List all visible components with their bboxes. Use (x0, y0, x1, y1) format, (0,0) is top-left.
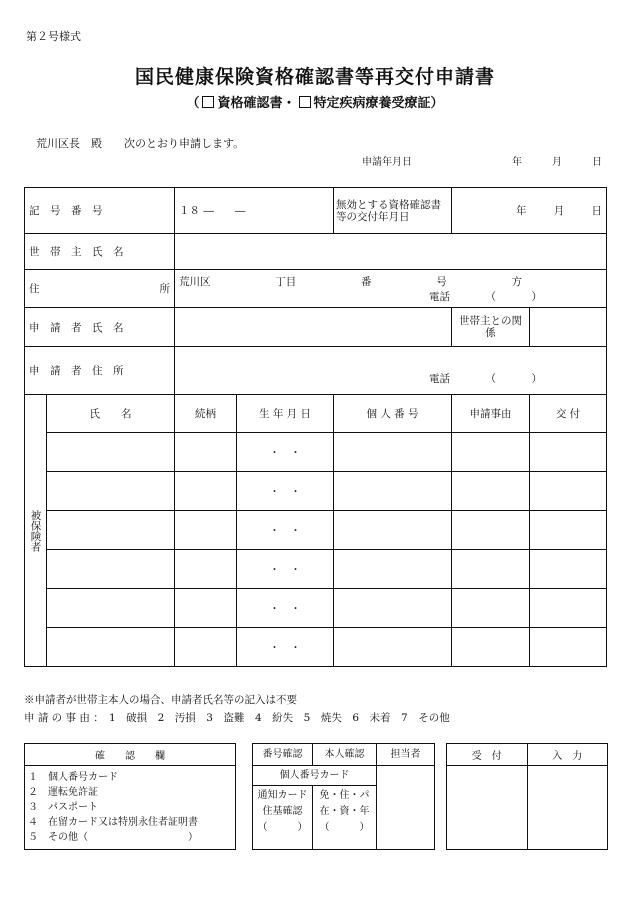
addressee: 荒川区長 殿 次のとおり申請します。 (36, 137, 245, 150)
reason-cell[interactable] (452, 511, 530, 550)
applicant-address-label: 申 請 者 住 所 (25, 347, 175, 395)
form-number: 第２号様式 (26, 30, 81, 43)
number-cell[interactable] (334, 550, 452, 589)
subtitle-option-2: 特定疾病療養受療証 (313, 96, 431, 111)
invalidate-month: 月 (553, 205, 565, 217)
notice-card-cell[interactable] (253, 786, 313, 850)
invalidate-date-label: 無効とする資格確認書等の交付年月日 (334, 188, 452, 234)
application-day[interactable]: 日 (592, 157, 602, 168)
dob-cell[interactable]: ・ ・ (237, 511, 334, 550)
issue-cell[interactable] (530, 472, 607, 511)
id-type-cell[interactable] (313, 786, 377, 850)
dob-cell[interactable]: ・ ・ (237, 433, 334, 472)
applicant-phone-paren-close: ） (531, 373, 542, 385)
office-box (252, 743, 435, 850)
relation-cell[interactable] (175, 511, 237, 550)
table-row (25, 550, 607, 589)
reason-cell[interactable] (452, 628, 530, 667)
subtitle-open: （ (186, 96, 200, 111)
col-relation: 続柄 (175, 395, 237, 433)
invalidate-day: 日 (591, 205, 602, 217)
applicant-phone-paren-open: （ (485, 373, 496, 385)
checkbox-disease-certificate[interactable] (299, 96, 311, 108)
number-cell[interactable] (334, 433, 452, 472)
table-row (25, 628, 607, 667)
col-dob: 生 年 月 日 (237, 395, 334, 433)
col-reason: 申請事由 (452, 395, 530, 433)
subtitle-close: ） (430, 96, 444, 111)
reason-cell[interactable] (452, 550, 530, 589)
subtitle (0, 92, 630, 111)
application-date-line (362, 153, 602, 168)
relation-cell[interactable] (175, 628, 237, 667)
relation-cell[interactable] (175, 433, 237, 472)
received-label: 受 付 (447, 744, 528, 766)
householder-name-field[interactable] (175, 234, 607, 270)
table-row (25, 472, 607, 511)
applicant-phone-label: 電話 (429, 373, 450, 385)
dob-cell[interactable]: ・ ・ (237, 550, 334, 589)
name-cell[interactable] (47, 433, 175, 472)
confirm-item[interactable]: ２ 運転免許証 (28, 787, 98, 798)
dob-cell[interactable]: ・ ・ (237, 589, 334, 628)
symbol-number-label: 記 号 番 号 (25, 188, 175, 234)
relation-cell[interactable] (175, 589, 237, 628)
address-label: 住 所 (25, 270, 175, 308)
reason-cell[interactable] (452, 433, 530, 472)
name-cell[interactable] (47, 589, 175, 628)
name-cell[interactable] (47, 628, 175, 667)
confirm-item[interactable]: ４ 在留カード又は特別永住者証明書 (28, 817, 198, 828)
input-field[interactable] (527, 766, 608, 850)
applicant-address-field[interactable] (175, 347, 607, 395)
note-applicant: ※申請者が世帯主本人の場合、申請者氏名等の記入は不要 (24, 694, 297, 706)
issue-cell[interactable] (530, 433, 607, 472)
reason-cell[interactable] (452, 472, 530, 511)
relation-field[interactable] (530, 308, 607, 347)
confirm-box (24, 743, 236, 850)
dob-cell[interactable]: ・ ・ (237, 628, 334, 667)
notice-card-label: 通知カード (257, 790, 308, 801)
received-field[interactable] (447, 766, 528, 850)
applicant-name-label: 申 請 者 氏 名 (25, 308, 175, 347)
relation-cell[interactable] (175, 550, 237, 589)
id-types-1: 免・住・パ (319, 790, 370, 801)
receipt-box (446, 743, 608, 850)
application-month[interactable]: 月 (552, 157, 562, 168)
input-label: 入 力 (527, 744, 608, 766)
applicant-name-field[interactable] (175, 308, 452, 347)
relation-label: 世帯主との関係 (452, 308, 530, 347)
address-ban: 番 (361, 275, 372, 288)
householder-name-label: 世 帯 主 氏 名 (25, 234, 175, 270)
issue-cell[interactable] (530, 628, 607, 667)
phone-paren-close: ） (531, 290, 542, 303)
number-check-label: 番号確認 (253, 744, 313, 766)
confirm-item[interactable]: １ 個人番号カード (28, 772, 118, 783)
table-row (25, 433, 607, 472)
number-cell[interactable] (334, 472, 452, 511)
invalidate-year: 年 (516, 205, 527, 217)
reason-cell[interactable] (452, 589, 530, 628)
table-row (25, 511, 607, 550)
dob-cell[interactable]: ・ ・ (237, 472, 334, 511)
name-cell[interactable] (47, 550, 175, 589)
col-issue: 交 付 (530, 395, 607, 433)
name-cell[interactable] (47, 511, 175, 550)
address-chome: 丁目 (275, 275, 297, 288)
address-field[interactable] (175, 270, 607, 308)
number-cell[interactable] (334, 511, 452, 550)
table-row (25, 589, 607, 628)
id-type-paren: （ ） (319, 822, 370, 833)
address-kata: 方 (511, 275, 522, 288)
note-reasons: 申 請 の 事 由 ： 1 破損 2 汚損 3 盗難 4 紛失 5 焼失 6 未着 7 その他 (24, 712, 450, 724)
identity-check-label: 本人確認 (313, 744, 377, 766)
symbol-number-field[interactable]: １８ ― ― (175, 188, 334, 234)
col-personal-number: 個 人 番 号 (334, 395, 452, 433)
staff-field[interactable] (377, 766, 435, 850)
phone-paren-open: （ (485, 290, 496, 303)
confirm-item[interactable]: ５ その他（ ） (28, 832, 198, 843)
issue-cell[interactable] (530, 589, 607, 628)
checkbox-certificate[interactable] (202, 96, 214, 108)
resident-check-label: 住基確認 (262, 806, 303, 817)
invalidate-date-field[interactable] (452, 188, 607, 234)
name-cell[interactable] (47, 472, 175, 511)
address-ward: 荒川区 (179, 275, 211, 288)
confirm-item[interactable]: ３ パスポート (28, 802, 98, 813)
notice-card-paren: （ ） (257, 822, 308, 833)
application-table (24, 187, 607, 667)
address-go: 号 (436, 275, 447, 288)
relation-cell[interactable] (175, 472, 237, 511)
subtitle-option-1: 資格確認書・ (217, 96, 296, 111)
application-year[interactable]: 年 (512, 157, 522, 168)
confirm-items (25, 766, 236, 850)
id-types-2: 在・資・年 (319, 806, 370, 817)
confirm-header: 確 認 欄 (25, 744, 236, 766)
application-date-label: 申請年月日 (362, 157, 412, 168)
issue-cell[interactable] (530, 550, 607, 589)
phone-label: 電話 (429, 290, 450, 303)
col-name: 氏 名 (47, 395, 175, 433)
page-title: 国民健康保険資格確認書等再交付申請書 (134, 66, 495, 88)
staff-label: 担当者 (377, 744, 435, 766)
mynumber-card-label: 個人番号カード (253, 766, 377, 786)
number-cell[interactable] (334, 589, 452, 628)
insured-label: 被保険者 (25, 395, 47, 667)
issue-cell[interactable] (530, 511, 607, 550)
number-cell[interactable] (334, 628, 452, 667)
